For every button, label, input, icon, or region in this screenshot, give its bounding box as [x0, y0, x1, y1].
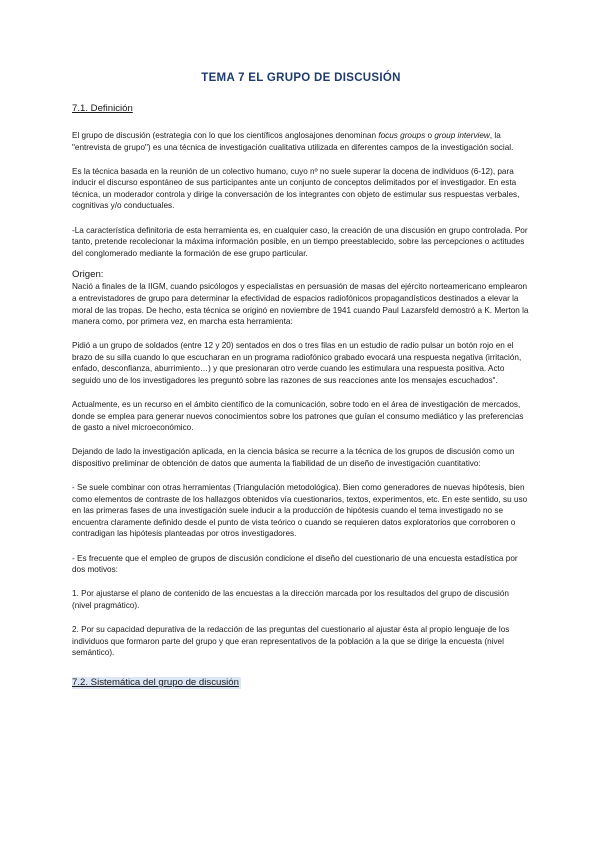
paragraph-text: El grupo de discusión (estrategia con lo que los científicos anglosajones denominan: [72, 131, 379, 140]
origen-label: Origen:: [72, 269, 104, 281]
document-title: TEMA 7 EL GRUPO DE DISCUSIÓN: [201, 72, 401, 84]
paragraph-text: o: [425, 131, 435, 140]
paragraph-questionnaire: - Es frecuente que el empleo de grupos de discusión condicione el diseño del cuestionario de una encuesta estadística por dos motivos:: [72, 553, 518, 575]
paragraph-text: , la "entrevista de grupo") es una técnica de investigación cualitativa utilizada en diferentes campos de la investigación social.: [72, 131, 514, 152]
section-heading-definicion: 7.1. Definición: [72, 103, 133, 114]
paragraph-origin: Nació a finales de la IIGM, cuando psicólogos y especialistas en persuasión de masas del ejército norteamericano emplearon a entrevistadores de grupo para determinar la efectividad de espacios radiofónicos propagandísticos destinados a elevar la moral de las tropas. De hecho, esta técnica se originó en noviembre de 1941 cuando Paul Lazarsfeld demostró a K. Merton la manera como, por primera vez, en marcha esta herramienta:: [72, 282, 529, 327]
paragraph-characteristic: -La característica definitoria de esta herramienta es, en cualquier caso, la creación de una discusión en grupo controlada. Por tanto, pretende recolecionar la máxima información posible, en un tiempo preestablecido, sobre las percepciones o actitudes del conglomerado mediante la formación de ese grupo particular.: [72, 225, 528, 258]
paragraph-reason-1: 1. Por ajustarse el plano de contenido de las encuestas a la dirección marcada por los resultados del grupo de discusión (nivel pragmático).: [72, 589, 509, 610]
paragraph-current-use: Actualmente, es un recurso en el ámbito científico de la comunicación, sobre todo en el área de investigación de mercados, donde se emplea para generar nuevos conocimientos sobre los patrones que guían el consumo mediático y las preferencias de gasto a nivel microeconómico.: [72, 400, 524, 433]
paragraph-experiment: Pidió a un grupo de soldados (entre 12 y 20) sentados en dos o tres filas en un estudio de radio pulsar un botón rojo en el brazo de su silla cuando lo que escucharan en un programa radiofónico grabado evocará una respuesta negativa (irritación, enfado, desconfianza, aburrimiento…) y que presionaran otro verde cuando les estimulara una respuesta positiva. Acto seguido uno de los investigadores les preguntó sobre las razones de sus reacciones ante los mensajes escuchados".: [72, 341, 522, 385]
term-focus-groups: focus groups: [378, 131, 426, 140]
paragraph-reason-2: 2. Por su capacidad depurativa de la redacción de las preguntas del cuestionario al ajustar ésta al propio lenguaje de los individuos que formaron parte del grupo y que eran representativos de la población a la que se dirige la encuesta (nivel semántico).: [72, 624, 510, 658]
section-heading-sistematica: 7.2. Sistemática del grupo de discusión: [72, 677, 239, 689]
paragraph-triangulation: - Se suele combinar con otras herramientas (Triangulación metodológica). Bien como generadores de nuevas hipótesis, bien como elementos de contraste de los hallazgos obtenidos vía cuestionarios, textos, experimentos, etc. En este sentido, su uso en las primeras fases de una investigación suele inducir a la producción de hipótesis cuando el tema investigado no se encuentra claramente definido desde el punto de vista teórico o cuando se requieren datos exploratorios que corroboren o contradigan las hipótesis planteadas por otros investigadores.: [72, 483, 528, 539]
term-group-interview: group interview: [434, 131, 490, 140]
paragraph-basic-science: Dejando de lado la investigación aplicada, en la ciencia básica se recurre a la técnica de los grupos de discusión como un dispositivo preliminar de obtención de datos que aumenta la fiabilidad de un diseño de investigación cuantitativo:: [72, 447, 515, 468]
paragraph-definition: [72, 130, 530, 153]
paragraph-technique: Es la técnica basada en la reunión de un colectivo humano, cuyo nº no suele superar la docena de individuos (6-12), para inducir el discurso espontáneo de sus participantes ante un conjunto de conceptos delimitados por el investigador. En esta técnica, un moderador controla y dirige la conversación de los integrantes con objeto de estimular sus respuestas verbales, cognitivas y/o conductuales.: [72, 166, 520, 211]
